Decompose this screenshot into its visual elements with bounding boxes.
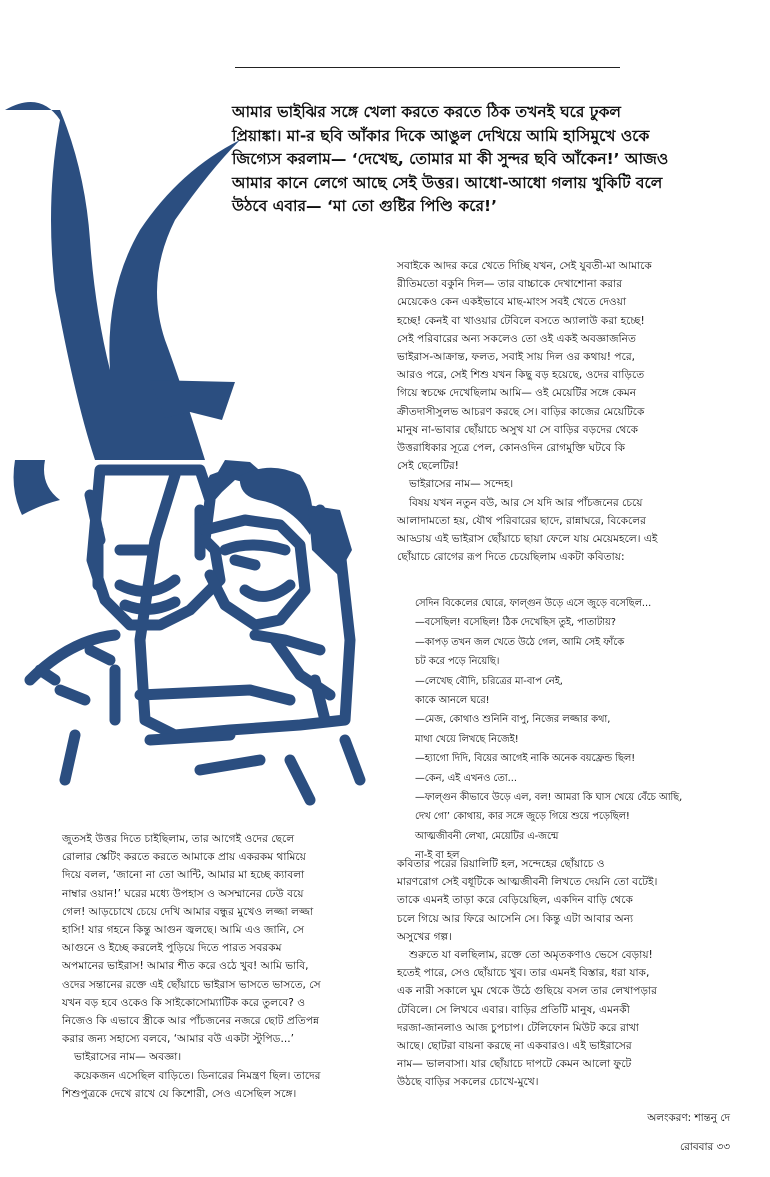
text-line: এক নারী সকালে ঘুম থেকে উঠে গুছিয়ে বসল তার লেখাপড়ার bbox=[397, 985, 657, 998]
text-line: মাথা খেয়ে লিখছে নিজেই! bbox=[415, 733, 519, 745]
text-line: আলাদামতো হয়, যৌথ পরিবারের ছাদে, রান্নাঘরে, বিকেলের bbox=[397, 514, 646, 527]
text-line: অপমানের ভাইরাস! আমার শীত করে ওঠে খুব! আমি ভাবি, bbox=[62, 960, 309, 973]
top-rule bbox=[235, 67, 620, 68]
text-line: চলে গিয়ে আর ফিরে আসেনি সে। কিন্তু এটা আবার অন্য bbox=[397, 912, 634, 925]
text-line: নিজেও কি এভাবে স্ত্রীকে আর পাঁচজনের নজরে ছোট প্রতিপন্ন bbox=[62, 1015, 320, 1028]
text-line: নাম্বার ওয়ান!’ ঘরের মধ্যে উপহাস ও অসম্মানের ঢেউ বয়ে bbox=[62, 887, 304, 900]
text-line: কয়েকজন এসেছিল বাড়িতে। ডিনারের নিমন্ত্রণ ছিল। তাদের bbox=[74, 1069, 321, 1082]
paragraph bbox=[397, 855, 765, 946]
text-line: —মেজ, কোথাও শুনিনি বাপু, নিজের লজ্জার কথা, bbox=[415, 714, 611, 726]
text-line: না-ই বা হল bbox=[415, 850, 460, 862]
text-line: —ফাল্গুন কীভাবে উড়ে এল, বল! আমরা কি ঘাস খেয়ে বেঁচে আছি, bbox=[415, 792, 683, 804]
text-line: দিয়ে বলল, ‘জানো না তো আন্টি, আমার মা হচ্ছে ক্যাবলা bbox=[62, 869, 305, 882]
text-line: করার জন্য সহাস্যে বলবে, ‘আমার বউ একটা স্টুপিড...’ bbox=[62, 1033, 294, 1046]
text-line: নাম— ভালবাসা। যার ছোঁয়াচে দাপটে কেমন আলো ফুটে bbox=[397, 1058, 632, 1071]
text-line: ছোঁয়াচে রোগের রূপ দিতে চেয়েছিলাম একটা কবিতায়: bbox=[397, 551, 625, 564]
paragraph bbox=[397, 257, 765, 475]
text-line: উঠবে এবার— ‘মা তো গুষ্টির পিণ্ডি করে!’ bbox=[232, 197, 498, 215]
text-line: ভাইরাস-আক্রান্ত, ফলত, সবাই সায় দিল ওর কথায়! পরে, bbox=[397, 351, 636, 364]
text-line: মারণরোগ সেই বধূটিকে আত্মজীবনী লিখতে দেয়নি তো বটেই। bbox=[397, 876, 658, 889]
illustration-credit: অলংকরণ: শান্তনু দে bbox=[647, 1112, 730, 1124]
left-column bbox=[62, 830, 387, 1103]
text-line: সেদিন বিকেলের ঘোরে, ফাল্গুন উড়ে এসে জুড়ে বসেছিল... bbox=[415, 598, 652, 609]
text-line: শিশুপুত্রকে দেখে রাখে যে কিশোরী, সেও এসেছিল সঙ্গে। bbox=[62, 1087, 297, 1100]
poem bbox=[415, 594, 765, 866]
text-line: হতেই পারে, সেও ছোঁয়াচে খুব। তার এমনই বিস্তার, ধরা যাক, bbox=[397, 967, 650, 980]
right-column-bottom bbox=[397, 855, 765, 1092]
text-line: চট করে পড়ে নিয়েছি। bbox=[415, 656, 500, 668]
paragraph bbox=[62, 1048, 387, 1066]
text-line: উঠছে বাড়ির সকলের চোখে-মুখে। bbox=[397, 1076, 539, 1089]
text-line: —কাপড় তখন জল খেতে উঠে গেল, আমি সেই ফাঁকে bbox=[415, 636, 625, 648]
text-line: —লেখেছ বৌদি, চরিত্রের মা-বাপ নেই, bbox=[415, 675, 563, 687]
paragraph bbox=[62, 830, 387, 1048]
text-line: সেই পরিবারের অন্য সকলেও তো ওই একই অবজ্ঞাজনিত bbox=[397, 332, 636, 345]
text-line: বিষয় যখন নতুন বউ, আর সে যদি আর পাঁচজনের চেয়ে bbox=[409, 496, 643, 509]
text-line: ওদের সন্তানের রক্তে এই ছোঁয়াচে ভাইরাস ভাসতে ভাসতে, সে bbox=[62, 978, 321, 991]
text-line: হচ্ছে! কেনই বা খাওয়ার টেবিলে বসতে অ্যালাউ করা হচ্ছে! bbox=[397, 314, 645, 327]
text-line: টেবিলে। সে লিখবে এবার। বাড়ির প্রতিটি মানুষ, এমনকী bbox=[397, 1003, 630, 1016]
text-line: প্রিয়াঙ্কা। মা-র ছবি আঁকার দিকে আঙুল দেখিয়ে আমি হাসিমুখে ওকে bbox=[232, 126, 650, 145]
text-line: আরও পরে, সেই শিশু যখন কিছু বড় হয়েছে, ওদের বাড়িতে bbox=[397, 369, 645, 382]
text-line: আগুনে ও ইচ্ছে করলেই পুড়িয়ে দিতে পারত সবরকম bbox=[62, 942, 282, 955]
text-line: কবিতার পরের রিয়ালিটি হল, সন্দেহের ছোঁয়াচে ও bbox=[397, 858, 605, 870]
text-line: —হ্যাগো দিদি, বিয়ের আগেই নাকি অনেক বয়ফ্রেন্ড ছিল! bbox=[415, 753, 636, 765]
text-line: হাসি! যার গহনে কিন্তু আগুন জ্বলছে। আমি এও জানি, সে bbox=[62, 924, 304, 937]
right-column-top bbox=[397, 257, 765, 566]
text-line: অসুখের গল্প। bbox=[397, 930, 452, 943]
text-line: সেই ছেলেটির! bbox=[397, 460, 459, 473]
text-line: মানুষ না-ভাবার ছোঁয়াচে অসুখ যা সে বাড়ির বড়দের থেকে bbox=[397, 423, 639, 436]
text-line: ভাইরাসের নাম— অবজ্ঞা। bbox=[74, 1051, 182, 1064]
text-line: গিয়ে স্বচক্ষে দেখেছিলাম আমি— ওই মেয়েটির সঙ্গে কেমন bbox=[397, 387, 637, 400]
text-line: আড্ডায় এই ভাইরাস ছোঁয়াচে ছায়া ফেলে যায় মেয়েমহলে। এই bbox=[397, 533, 658, 546]
paragraph bbox=[397, 494, 765, 567]
paragraph bbox=[62, 1067, 387, 1103]
text-line: শুরুতে যা বলছিলাম, রক্তে তো অমৃতকণাও ভেসে বেড়ায়! bbox=[409, 949, 653, 962]
page-folio: রোববার ৩৩ bbox=[679, 1141, 730, 1153]
text-line: ভাইরাসের নাম— সন্দেহ। bbox=[409, 478, 514, 491]
text-line: আছে। ছোটরা বায়না করছে না একবারও। এই ভাইরাসের bbox=[397, 1040, 632, 1053]
paragraph bbox=[397, 475, 765, 493]
text-line: মেয়েকেও কেন একইভাবে মাছ-মাংস সবই খেতে দেওয়া bbox=[397, 296, 627, 309]
text-line: দেখ গো’ কোথায়, কার সঙ্গে জুড়ে গিয়ে শুয়ে পড়েছিল! bbox=[415, 811, 630, 823]
paragraph bbox=[397, 946, 765, 1092]
text-line: গেল! আড়চোখে চেয়ে দেখি আমার বন্ধুর মুখেও লজ্জা লজ্জা bbox=[62, 905, 314, 918]
text-line: আমার ভাইঝির সঙ্গে খেলা করতে করতে ঠিক তখনই ঘরে ঢুকল bbox=[232, 103, 621, 121]
illustration bbox=[0, 80, 370, 810]
text-line: উত্তরাধিকার সূত্রে পেল, কোনওদিন রোগমুক্তি ঘটবে কি bbox=[397, 442, 626, 455]
text-line: যখন বড় হবে ওকেও কি সাইকোসোম্যাটিক করে তুলবে? ও bbox=[62, 996, 306, 1009]
text-line: দরজা-জানলাও আজ চুপচাপ। টেলিফোন মিউট করে রাখা bbox=[397, 1021, 639, 1034]
text-line: —বসেছিল! বসেছিল! ঠিক দেখেছিস তুই, পাতাটায়? bbox=[415, 617, 617, 629]
text-line: জুতসই উত্তর দিতে চাইছিলাম, তার আগেই ওদের ছেলে bbox=[62, 833, 295, 845]
text-line: ক্রীতদাসীসুলভ আচরণ করছে সে। বাড়ির কাজের মেয়েটিকে bbox=[397, 405, 645, 418]
text-line: —কেন, এই এখনও তো... bbox=[415, 772, 517, 784]
text-line: তাকে এমনই তাড়া করে বেড়িয়েছিল, একদিন বাড়ি থেকে bbox=[397, 894, 633, 907]
text-line: সবাইকে আদর করে খেতে দিচ্ছি যখন, সেই যুবতী-মা আমাকে bbox=[397, 260, 652, 272]
text-line: আমার কানে লেগে আছে সেই উত্তর। আধো-আধো গলায় খুকিটি বলে bbox=[232, 173, 663, 192]
text-line: জিগ্যেস করলাম— ‘দেখেছ, তোমার মা কী সুন্দর ছবি আঁকেন!’ আজও bbox=[232, 150, 669, 168]
text-line: রীতিমতো বকুনি দিল— তার বাচ্চাকে দেখাশোনা করার bbox=[397, 278, 623, 291]
text-line: কাকে আনলে ঘরে! bbox=[415, 695, 490, 707]
text-line: আত্মজীবনী লেখা, মেয়েটির এ-জন্মে bbox=[415, 830, 559, 842]
text-line: রোলার স্কেটিং করতে করতে আমাকে প্রায় একরকম থামিয়ে bbox=[62, 851, 306, 864]
